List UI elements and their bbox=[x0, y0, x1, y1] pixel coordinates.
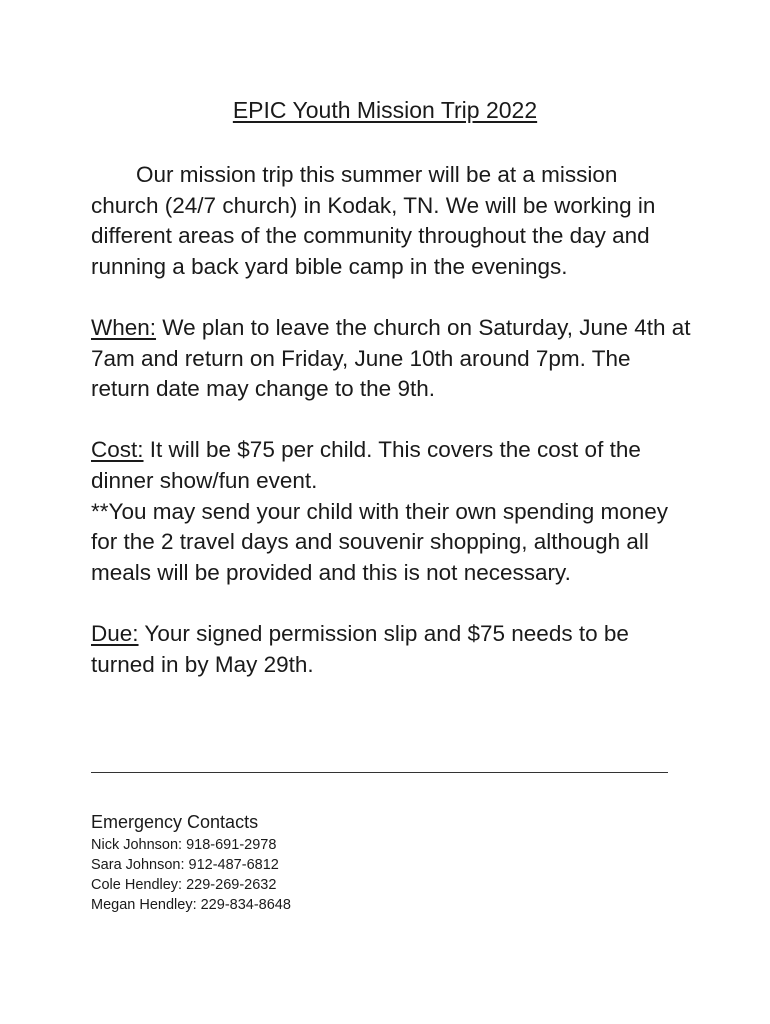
emergency-contacts bbox=[91, 810, 491, 915]
divider-line bbox=[91, 772, 668, 773]
contact-line: Cole Hendley: 229-269-2632 bbox=[91, 877, 277, 893]
emergency-contacts-heading: Emergency Contacts bbox=[91, 812, 259, 832]
document-title: EPIC Youth Mission Trip 2022 bbox=[232, 97, 538, 123]
due-paragraph bbox=[91, 619, 691, 680]
cost-paragraph bbox=[91, 435, 691, 496]
cost-note: **You may send your child with their own spending money for the 2 travel days and souvenir shopping, although all meals will be provided and this is not necessary. bbox=[91, 498, 669, 585]
contact-line: Megan Hendley: 229-834-8648 bbox=[91, 897, 291, 913]
when-paragraph bbox=[91, 313, 691, 405]
cost-label: Cost: bbox=[91, 437, 144, 463]
document-body bbox=[91, 160, 691, 680]
intro-paragraph: Our mission trip this summer will be at a mission church (24/7 church) in Kodak, TN. We will be working in different areas of the community throughout the day and running a back yard bible camp in the evenings. bbox=[91, 162, 656, 279]
when-text: We plan to leave the church on Saturday, June 4th at 7am and return on Friday, June 10th around 7pm. The return date may change to the 9th. bbox=[91, 314, 691, 402]
contact-line: Nick Johnson: 918-691-2978 bbox=[91, 837, 277, 853]
when-label: When: bbox=[91, 314, 157, 340]
contact-line: Sara Johnson: 912-487-6812 bbox=[91, 857, 279, 873]
due-text: Your signed permission slip and $75 needs to be turned in by May 29th. bbox=[91, 620, 629, 677]
cost-text: It will be $75 per child. This covers the cost of the dinner show/fun event. bbox=[91, 437, 641, 493]
due-label: Due: bbox=[91, 620, 139, 646]
